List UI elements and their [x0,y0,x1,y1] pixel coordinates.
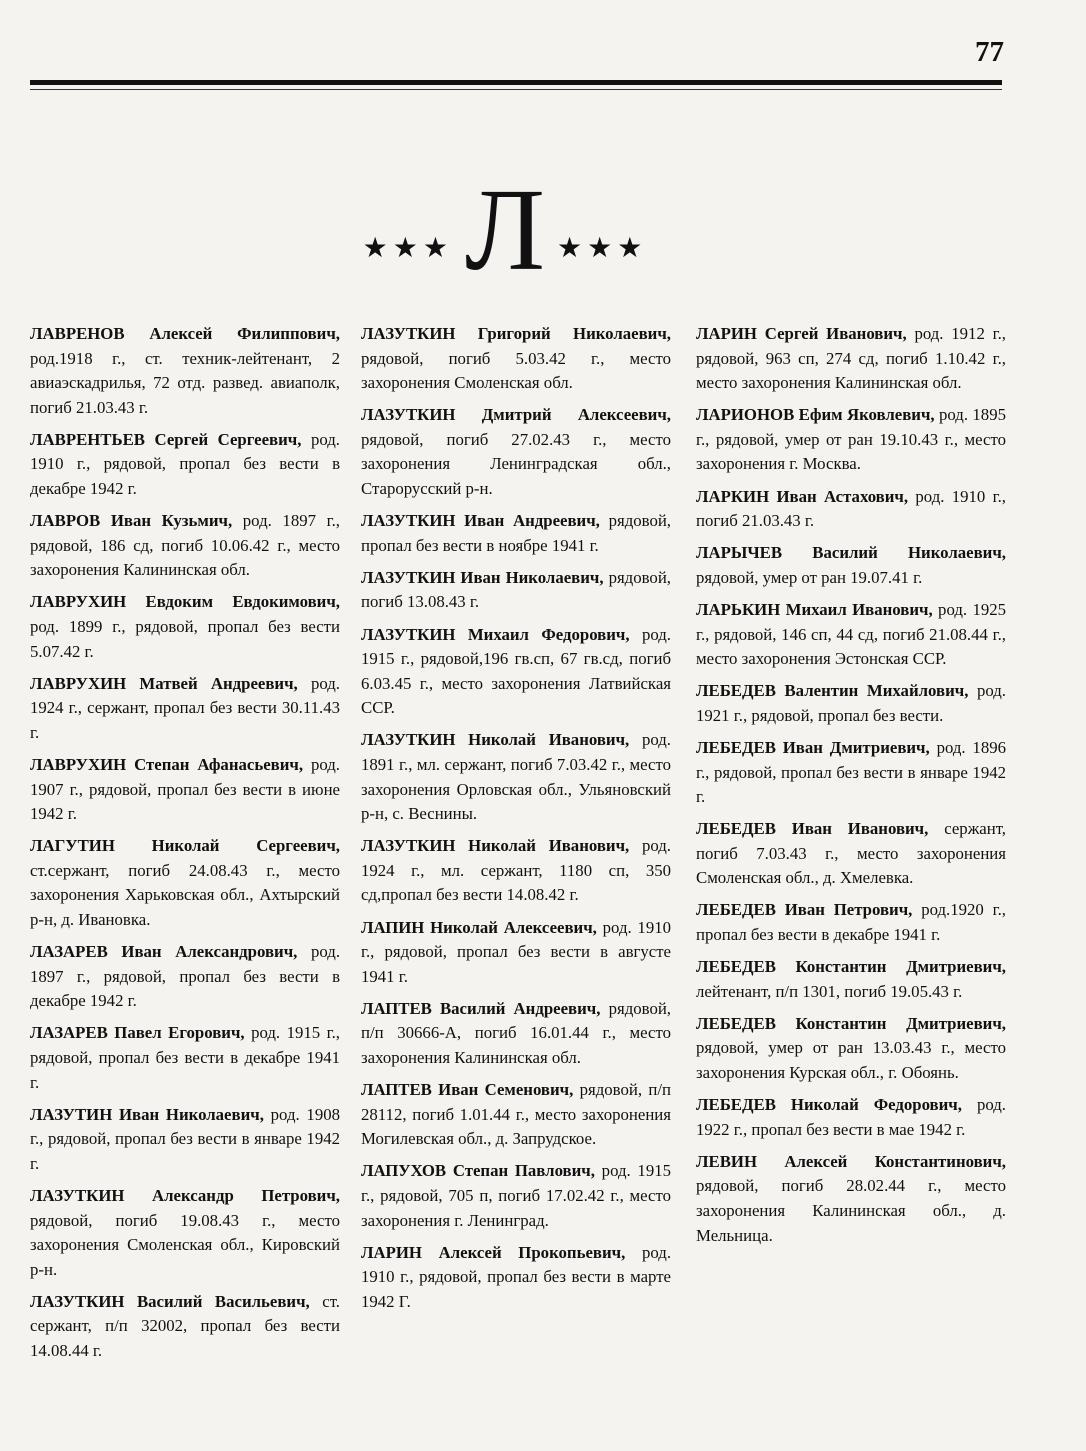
entry-name: ЛЕБЕДЕВ Константин Дмитриевич, [696,957,1006,977]
entry [696,598,1006,672]
column-3 [696,322,1006,1256]
entry-details: род. 1922 г., пропал без вести в мае 1942 г. [696,1095,1006,1139]
entry [361,1241,671,1315]
entry-name: ЛАЗАРЕВ Иван Александрович, [30,942,298,962]
entry-name: ЛАВРУХИН Матвей Андреевич, [30,673,298,693]
entry-details: рядовой, погиб 27.02.43 г., место захоронения Ленинградская обл., Старорусский р-н. [361,429,671,499]
entry-details: род. 1910 г., рядовой, пропал без вести в декабре 1942 г. [30,429,340,499]
entry [696,1150,1006,1248]
entry-name: ЛАРИОНОВ Ефим Яковлевич, [696,405,935,425]
entry [30,940,340,1014]
entry [30,428,340,502]
stars-right: ★★★ [557,233,648,264]
entry [361,566,671,615]
entry-details: род. 1897 г., рядовой, пропал без вести в декабре 1942 г. [30,942,341,1011]
entry-details: род. 1924 г., сержант, пропал без вести 30.11.43 г. [30,673,340,742]
entry-details: ст.сержант, погиб 24.08.43 г., место захоронения Харьковская обл., Ахтырский р-н, д. Ивановка. [30,860,340,930]
entry-details: род. 1910 г., погиб 21.03.43 г. [696,486,1006,531]
entry-name: ЛАВРЕНТЬЕВ Сергей Сергеевич, [30,429,302,449]
entry-name: ЛАЗУТКИН Дмитрий Алексеевич, [361,405,671,425]
entry [696,322,1006,396]
entry [30,590,340,664]
entry-details: рядовой, п/п 30666-А, погиб 16.01.44 г., место захоронения Калининская обл. [361,998,672,1068]
entry [696,736,1006,810]
entry-name: ЛЕБЕДЕВ Константин Дмитриевич, [696,1013,1006,1033]
entry [30,834,340,932]
entry-details: род. 1915 г., рядовой, 705 п, погиб 17.02.42 г., место захоронения г. Ленинград. [361,1161,671,1230]
entry-details: род. 1908 г., рядовой, пропал без вести в январе 1942 г. [30,1104,340,1173]
entry [361,322,671,396]
entry [361,1078,671,1152]
entry-details: ст. сержант, п/п 32002, пропал без вести 14.08.44 г. [30,1291,340,1361]
entry [361,834,671,908]
entry-details: род. 1912 г., рядовой, 963 сп, 274 сд, погиб 1.10.42 г., место захоронения Калининская обл. [696,324,1006,393]
entry-name: ЛАЗУТКИН Василий Васильевич, [30,1291,310,1311]
entry-name: ЛАЗУТКИН Николай Иванович, [361,836,630,856]
entry-details: лейтенант, п/п 1301, погиб 19.05.43 г. [696,981,963,1001]
entry-details: род.1920 г., пропал без вести в декабре 1941 г. [696,900,1006,945]
entry [361,623,671,721]
entry-details: рядовой, погиб 5.03.42 г., место захоронения Смоленская обл. [361,348,671,393]
entry-name: ЛЕБЕДЕВ Иван Дмитриевич, [696,737,930,757]
entry-name: ЛАПТЕВ Василий Андреевич, [361,998,601,1018]
entry-details: род. 1924 г., мл. сержант, 1180 сп, 350 сд,пропал без вести 14.08.42 г. [361,836,671,905]
entry [30,322,340,420]
entry [696,485,1006,534]
entry [30,1103,340,1177]
entry-name: ЛЕБЕДЕВ Валентин Михайлович, [696,681,969,701]
entry-details: род. 1915 г., рядовой, пропал без вести в декабре 1941 г. [30,1023,340,1092]
entry [361,1159,671,1233]
entry-details: род. 1895 г., рядовой, умер от ран 19.10.43 г., место захоронения г. Москва. [696,405,1006,474]
entry-name: ЛАВРЕНОВ Алексей Филиппович, [30,324,340,343]
column-1 [30,322,340,1371]
header-rule-thick [30,80,1002,85]
entry [696,1012,1006,1086]
entry-name: ЛАЗУТКИН Александр Петрович, [30,1186,340,1205]
entry [696,955,1006,1004]
entry-name: ЛАЗУТКИН Григорий Николаевич, [361,324,671,343]
entry-name: ЛАПУХОВ Степан Павлович, [361,1161,595,1181]
entry-details: рядовой, погиб 28.02.44 г., место захоронения Калининская обл., д. Мельница. [696,1176,1006,1245]
entry-details: рядовой, умер от ран 19.07.41 г. [696,567,923,587]
entry-name: ЛАРИН Алексей Прокопьевич, [361,1242,626,1262]
entry-details: род. 1910 г., рядовой, пропал без вести в марте 1942 Г. [361,1242,672,1311]
entry [30,672,340,746]
entry [696,403,1006,477]
entry-name: ЛАЗУТКИН Иван Николаевич, [361,567,604,587]
entry [361,728,671,826]
stars-left: ★★★ [362,233,453,264]
entry-details: рядовой, умер от ран 13.03.43 г., место захоронения Курская обл., г. Обоянь. [696,1038,1006,1083]
entry [361,997,671,1071]
entry-name: ЛАЗУТКИН Михаил Федорович, [361,624,630,644]
entry-details: род. 1910 г., рядовой, пропал без вести в августе 1941 г. [361,917,671,986]
entry [696,541,1006,590]
entry-details: род.1918 г., ст. техник-лейтенант, 2 авиаэскадрилья, 72 отд. развед. авиаполк, погиб 21.03.43 г. [30,348,340,417]
entry-name: ЛАВРОВ Иван Кузьмич, [30,511,233,531]
page-number: 77 [975,36,1004,68]
entry-name: ЛАЗУТКИН Николай Иванович, [361,730,630,750]
entry-name: ЛАЗУТКИН Иван Андреевич, [361,511,600,531]
entry [361,403,671,501]
entry-name: ЛАГУТИН Николай Сергеевич, [30,836,340,856]
entry-name: ЛАРКИН Иван Астахович, [696,486,909,506]
entry-details: сержант, погиб 7.03.43 г., место захоронения Смоленская обл., д. Хмелевка. [696,819,1006,888]
entry-details: род. 1921 г., рядовой, пропал без вести. [696,681,1006,725]
entry-name: ЛАЗАРЕВ Павел Егорович, [30,1023,245,1043]
entries-columns [30,322,1007,1412]
entry [696,817,1006,891]
section-heading [0,164,1010,295]
entry-details: рядовой, п/п 28112, погиб 1.01.44 г., место захоронения Могилевская обл., д. Запрудское. [361,1080,671,1149]
column-2 [361,322,671,1322]
entry [696,679,1006,728]
header-rule-thin [30,89,1002,90]
entry-details: род. 1907 г., рядовой, пропал без вести в июне 1942 г. [30,755,340,824]
entry-name: ЛАРЬКИН Михаил Иванович, [696,599,933,619]
entry [361,509,671,558]
entry-name: ЛЕВИН Алексей Константинович, [696,1151,1006,1171]
entry-details: рядовой, погиб 13.08.43 г. [361,567,671,612]
entry-details: род. 1899 г., рядовой, пропал без вести 5.07.42 г. [30,617,340,661]
entry [361,916,671,990]
entry-details: рядовой, погиб 19.08.43 г., место захоронения Смоленская обл., Кировский р-н. [30,1210,340,1279]
entry-details: род. 1915 г., рядовой,196 гв.сп, 67 гв.сд, погиб 6.03.45 г., место захоронения Латвийская ССР. [361,624,671,718]
entry [696,898,1006,947]
entry-name: ЛЕБЕДЕВ Николай Федорович, [696,1095,962,1115]
entry-name: ЛАВРУХИН Евдоким Евдокимович, [30,592,340,612]
entry [696,1093,1006,1142]
entry [30,1184,340,1282]
entry-name: ЛАПИН Николай Алексеевич, [361,917,597,937]
entry-details: род. 1897 г., рядовой, 186 сд, погиб 10.06.42 г., место захоронения Калининская обл. [30,511,340,580]
entry-name: ЛАВРУХИН Степан Афанасьевич, [30,755,304,774]
entry [30,753,340,827]
entry-name: ЛАПТЕВ Иван Семенович, [361,1080,574,1100]
entry-name: ЛАРЫЧЕВ Василий Николаевич, [696,543,1006,563]
entry [30,509,340,583]
entry-name: ЛАЗУТИН Иван Николаевич, [30,1104,264,1124]
entry-details: род. 1896 г., рядовой, пропал без вести в январе 1942 г. [696,737,1006,807]
entry [30,1290,340,1364]
entry-details: рядовой, пропал без вести в ноябре 1941 г. [361,511,672,555]
entry-name: ЛАРИН Сергей Иванович, [696,324,907,343]
entry-name: ЛЕБЕДЕВ Иван Петрович, [696,900,913,920]
entry-details: род. 1891 г., мл. сержант, погиб 7.03.42 г., место захоронения Орловская обл., Ульяновский р-н, с. Веснины. [361,730,671,824]
entry-name: ЛЕБЕДЕВ Иван Иванович, [696,819,929,839]
entry [30,1021,340,1095]
entry-details: род. 1925 г., рядовой, 146 сп, 44 сд, погиб 21.08.44 г., место захоронения Эстонская ССР. [696,599,1007,669]
section-letter: Л [464,164,546,295]
